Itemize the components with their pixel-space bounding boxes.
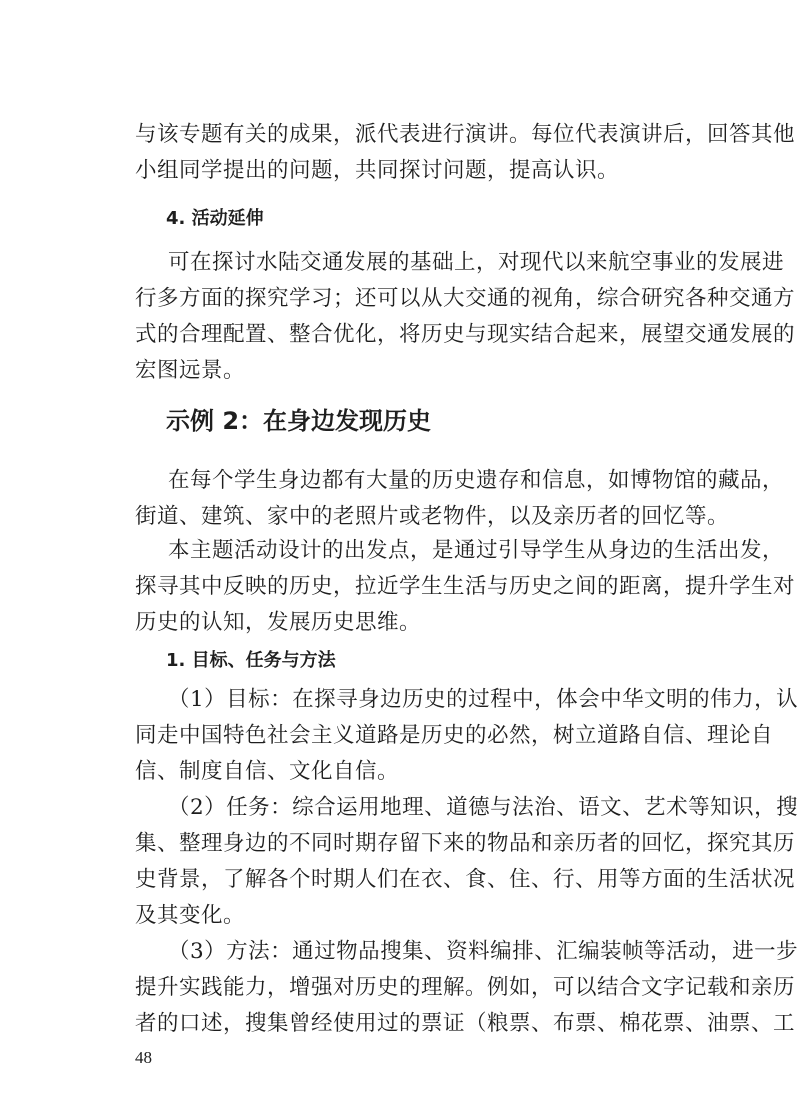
subheading-activity-extension: 4. 活动延伸 [166,208,264,229]
paragraph-line: 行多方面的探究学习；还可以从大交通的视角，综合研究各种交通方 [135,286,796,311]
paragraph-line: 历史的认知，发展历史思维。 [135,610,422,635]
paragraph-line: 本主题活动设计的出发点，是通过引导学生从身边的生活出发， [168,538,785,563]
paragraph-line: 史背景，了解各个时期人们在衣、食、住、行、用等方面的生活状况 [135,867,796,892]
paragraph-line: 集、整理身边的不同时期存留下来的物品和亲历者的回忆，探究其历 [135,831,796,856]
paragraph-line: 式的合理配置、整合优化，将历史与现实结合起来，展望交通发展的 [135,322,796,347]
subheading-goals-tasks-methods: 1. 目标、任务与方法 [166,650,336,671]
paragraph-line: 及其变化。 [135,903,246,928]
paragraph-line: （3）方法：通过物品搜集、资料编排、汇编装帧等活动，进一步 [168,939,799,964]
paragraph-line: 与该专题有关的成果，派代表进行演讲。每位代表演讲后，回答其他 [135,122,796,147]
paragraph-line: 小组同学提出的问题，共同探讨问题，提高认识。 [135,158,620,183]
paragraph-line: （1）目标：在探寻身边历史的过程中，体会中华文明的伟力，认 [168,687,799,712]
paragraph-line: 信、制度自信、文化自信。 [135,759,400,784]
page-number: 48 [135,1048,152,1067]
paragraph-line: 宏图远景。 [135,358,246,383]
paragraph-line: 同走中国特色社会主义道路是历史的必然，树立道路自信、理论自 [135,723,774,748]
section-title: 示例 2：在身边发现历史 [166,407,432,435]
paragraph-line: 提升实践能力，增强对历史的理解。例如，可以结合文字记载和亲历 [135,975,796,1000]
paragraph-line: 在每个学生身边都有大量的历史遗存和信息，如博物馆的藏品， [168,468,785,493]
paragraph-line: 街道、建筑、家中的老照片或老物件，以及亲历者的回忆等。 [135,504,730,529]
paragraph-line: 可在探讨水陆交通发展的基础上，对现代以来航空事业的发展进 [168,250,785,275]
paragraph-line: 探寻其中反映的历史，拉近学生生活与历史之间的距离，提升学生对 [135,574,796,599]
paragraph-line: 者的口述，搜集曾经使用过的票证（粮票、布票、棉花票、油票、工 [135,1011,796,1036]
paragraph-line: （2）任务：综合运用地理、道德与法治、语文、艺术等知识，搜 [168,795,799,820]
